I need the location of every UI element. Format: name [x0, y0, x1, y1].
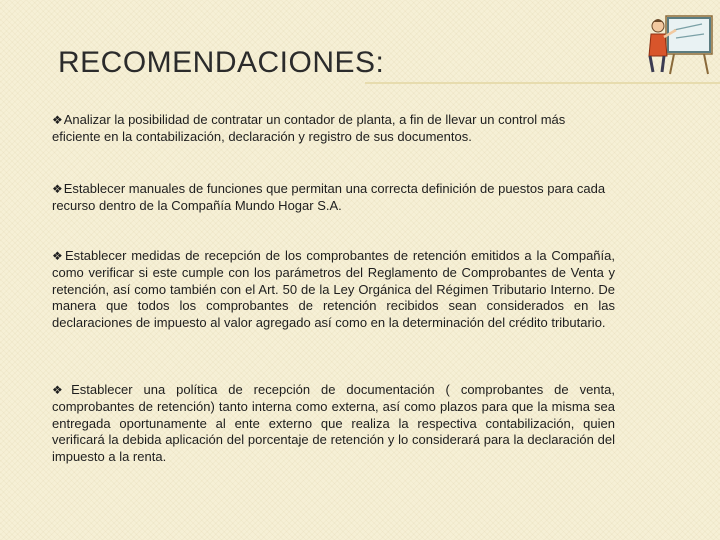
teacher-at-board-icon: [644, 10, 714, 76]
diamond-bullet-icon: ❖: [52, 249, 64, 263]
diamond-bullet-icon: ❖: [52, 383, 71, 397]
recommendation-item: [52, 382, 615, 466]
recommendation-text: Establecer una política de recepción de documentación ( comprobantes de venta, comprobantes de retención) tanto interna como externa, así como plazos para que la misma sea entregada oportunamente al ente externo que realiza la respectiva contabilización, quien verificará la debida aplicación del porcentaje de retención y lo considerará para la declaración del impuesto a la renta.: [52, 382, 615, 465]
recommendation-text: Establecer medidas de recepción de los comprobantes de retención emitidos a la Compañía, como verificar si este cumple con los parámetros del Reglamento de Comprobantes de Venta y retención, así como también con el Art. 50 de la Ley Orgánica del Régimen Tributario Interno. De manera que todos los comprobantes de retención recibidos sean considerados en las declaraciones de impuesto al valor agregado así como en la determinación del crédito tributario.: [52, 248, 615, 331]
recommendation-item: [52, 112, 615, 146]
recommendation-item: [52, 248, 615, 332]
slide-title: RECOMENDACIONES:: [58, 46, 385, 79]
title-divider: [365, 82, 720, 84]
diamond-bullet-icon: ❖: [52, 182, 63, 196]
recommendation-text: Establecer manuales de funciones que permitan una correcta definición de puestos para cada recurso dentro de la Compañía Mundo Hogar S.A.: [52, 181, 606, 213]
recommendation-item: [52, 181, 615, 215]
recommendation-text: Analizar la posibilidad de contratar un contador de planta, a fin de llevar un control más eficiente en la contabilización, declaración y registro de sus documentos.: [52, 112, 566, 144]
diamond-bullet-icon: ❖: [52, 113, 63, 127]
